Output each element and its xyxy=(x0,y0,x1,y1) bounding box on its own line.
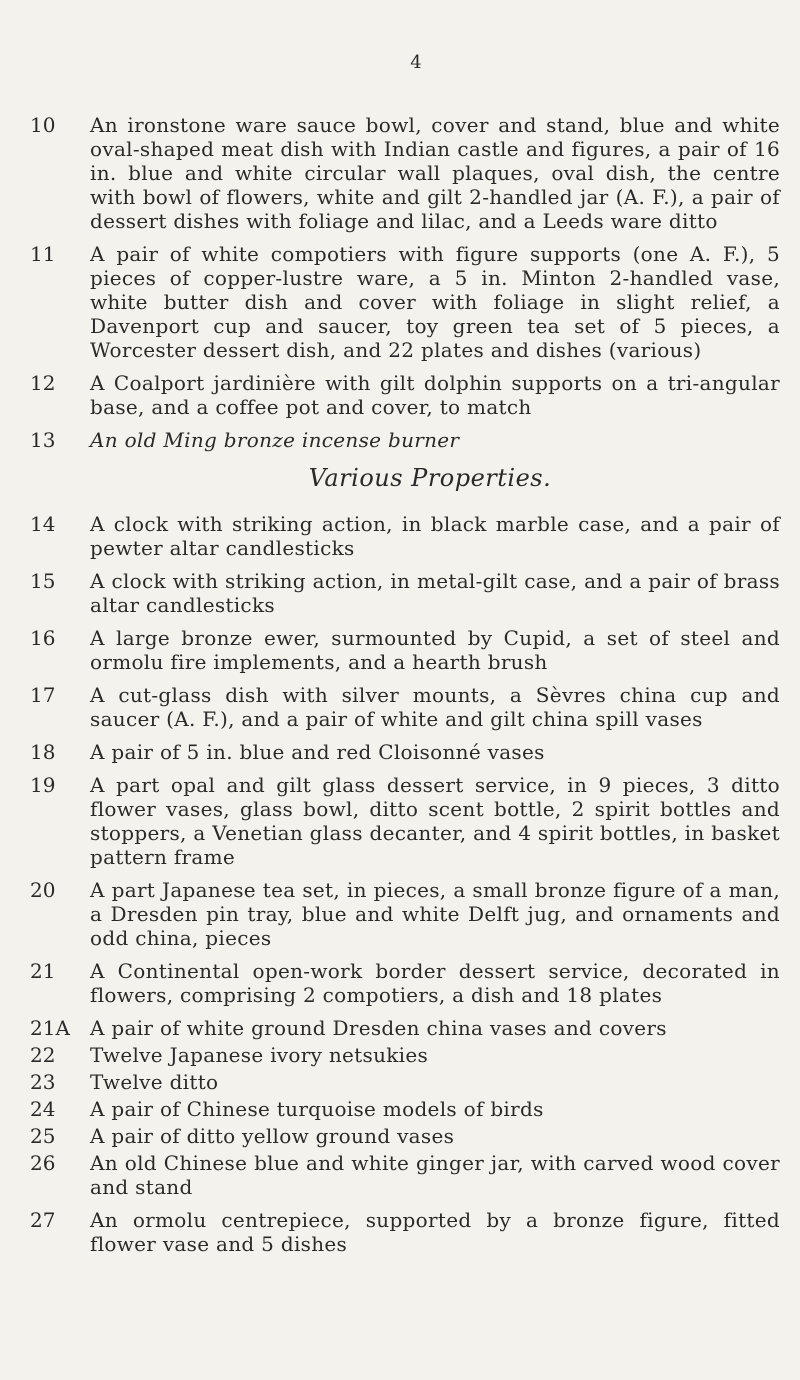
lot-number: 16 xyxy=(30,626,56,650)
lot-item xyxy=(30,113,790,233)
page-number: 4 xyxy=(410,52,422,73)
lot-item xyxy=(30,878,790,950)
lot-description: Twelve ditto xyxy=(90,1070,219,1094)
lot-number: 23 xyxy=(30,1070,56,1094)
lot-description: An old Chinese blue and white ginger jar, with carved wood cover and stand xyxy=(90,1151,780,1199)
lot-item xyxy=(30,1043,790,1067)
lot-number: 21 xyxy=(30,959,56,983)
lot-item xyxy=(30,512,790,560)
lot-item xyxy=(30,626,790,674)
lot-item xyxy=(30,1070,790,1094)
lot-item xyxy=(30,1151,790,1199)
lot-description: A cut-glass dish with silver mounts, a Sèvres china cup and saucer (A. F.), and a pair of white and gilt china spill vases xyxy=(90,683,780,731)
lot-item xyxy=(30,683,790,731)
lot-number: 27 xyxy=(30,1208,56,1232)
lot-item xyxy=(30,740,790,764)
lot-description: A part Japanese tea set, in pieces, a small bronze figure of a man, a Dresden pin tray, blue and white Delft jug, and ornaments and odd china, pieces xyxy=(90,878,780,950)
lot-description: An ironstone ware sauce bowl, cover and stand, blue and white oval-shaped meat dish with Indian castle and figures, a pair of 16 in. blue and white circular wall plaques, oval dish, the centre with bowl of flowers, white and gilt 2-handled jar (A. F.), a pair of dessert dishes with foliage and lilac, and a Leeds ware ditto xyxy=(90,113,780,233)
lot-description: An old Ming bronze incense burner xyxy=(90,428,460,452)
lot-item xyxy=(30,428,790,452)
lot-number: 24 xyxy=(30,1097,56,1121)
lot-item xyxy=(30,1124,790,1148)
lot-number: 17 xyxy=(30,683,56,707)
lot-description: A Coalport jardinière with gilt dolphin supports on a tri-angular base, and a coffee pot and cover, to match xyxy=(90,371,780,419)
lot-item xyxy=(30,371,790,419)
lot-item xyxy=(30,242,790,362)
lot-description: A pair of 5 in. blue and red Cloisonné vases xyxy=(90,740,545,764)
lot-item xyxy=(30,569,790,617)
lot-description: A pair of Chinese turquoise models of birds xyxy=(90,1097,544,1121)
lot-number: 12 xyxy=(30,371,56,395)
lot-number: 22 xyxy=(30,1043,56,1067)
lot-item xyxy=(30,773,790,869)
lot-description: A pair of white ground Dresden china vases and covers xyxy=(90,1016,667,1040)
lot-item xyxy=(30,959,790,1007)
lot-number: 13 xyxy=(30,428,56,452)
lot-item xyxy=(30,1016,790,1040)
lot-number: 20 xyxy=(30,878,56,902)
lot-number: 18 xyxy=(30,740,56,764)
lot-number: 26 xyxy=(30,1151,56,1175)
lot-description: A pair of ditto yellow ground vases xyxy=(90,1124,455,1148)
lot-number: 19 xyxy=(30,773,56,797)
lot-description: Twelve Japanese ivory netsukies xyxy=(90,1043,429,1067)
lot-description: A large bronze ewer, surmounted by Cupid, a set of steel and ormolu fire implements, and a hearth brush xyxy=(90,626,780,674)
lot-item xyxy=(30,1097,790,1121)
lot-description: A clock with striking action, in metal-gilt case, and a pair of brass altar candlesticks xyxy=(90,569,780,617)
lot-number: 25 xyxy=(30,1124,56,1148)
section-heading: Various Properties. xyxy=(308,464,552,492)
lot-description: A clock with striking action, in black marble case, and a pair of pewter altar candlesticks xyxy=(90,512,780,560)
lot-description: A pair of white compotiers with figure supports (one A. F.), 5 pieces of copper-lustre ware, a 5 in. Minton 2-handled vase, white butter dish and cover with foliage in slight relief, a Davenport cup and saucer, toy green tea set of 5 pieces, a Worcester dessert dish, and 22 plates and dishes (various) xyxy=(90,242,780,362)
lot-number: 10 xyxy=(30,113,56,137)
lot-number: 21A xyxy=(30,1016,70,1040)
lot-list xyxy=(30,113,790,1265)
lot-number: 15 xyxy=(30,569,56,593)
lot-number: 14 xyxy=(30,512,56,536)
lot-number: 11 xyxy=(30,242,56,266)
lot-item xyxy=(30,1208,790,1256)
lot-description: An ormolu centrepiece, supported by a bronze figure, fitted flower vase and 5 dishes xyxy=(90,1208,780,1256)
lot-description: A part opal and gilt glass dessert service, in 9 pieces, 3 ditto flower vases, glass bowl, ditto scent bottle, 2 spirit bottles and stoppers, a Venetian glass decanter, and 4 spirit bottles, in basket pattern frame xyxy=(90,773,780,869)
lot-description: A Continental open-work border dessert service, decorated in flowers, comprising 2 compotiers, a dish and 18 plates xyxy=(90,959,780,1007)
